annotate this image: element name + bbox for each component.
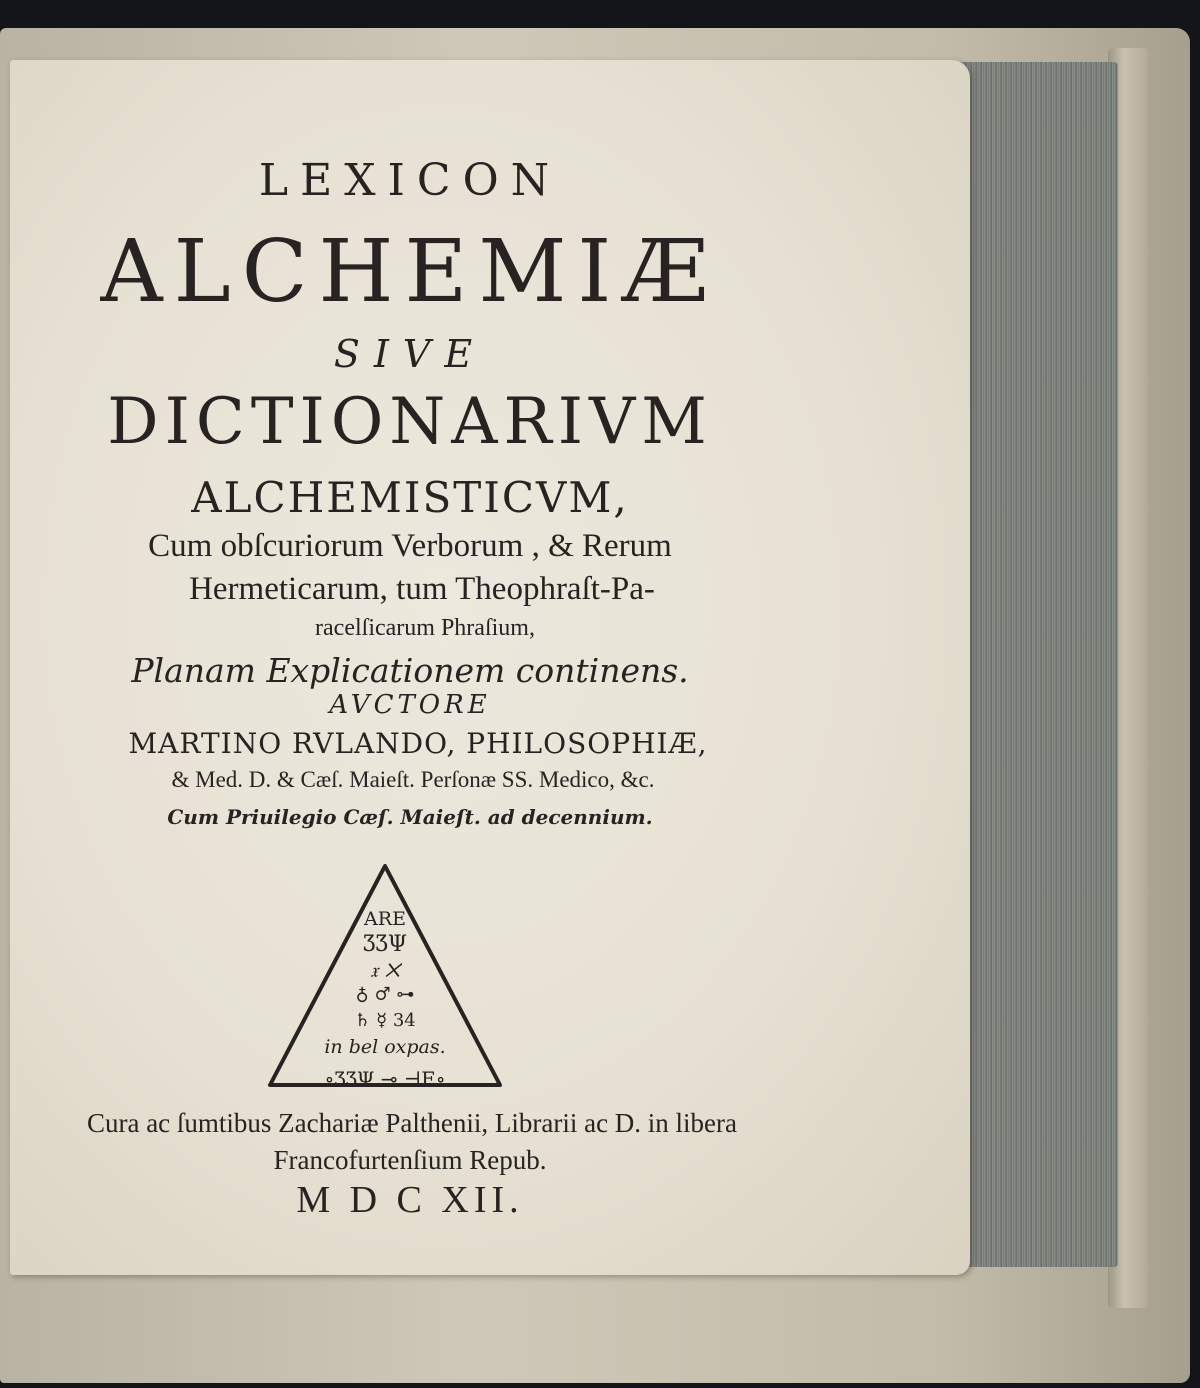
- imprint-line-1: Cura ac ſumtibus Zachariæ Palthenii, Librarii ac D. in libera: [86, 1108, 738, 1138]
- title-page: [10, 60, 970, 1275]
- title-line-4: DICTIONARIVM: [107, 385, 713, 459]
- author-name: MARTINO RVLANDO, PHILOSOPHIÆ,: [128, 727, 708, 760]
- subtitle-line-3: racelſicarum Phraſium,: [315, 615, 535, 641]
- emblem-row-1: ARE: [364, 908, 406, 930]
- emblem-row-7: ∘ƷƷΨ ⊸ ⊣E∘: [324, 1067, 446, 1091]
- title-line-2: ALCHEMIÆ: [100, 222, 720, 322]
- title-line-5: ALCHEMISTICVM,: [191, 473, 629, 522]
- title-line-1: LEXICON: [258, 155, 562, 206]
- imprint-year: M D C XII.: [296, 1179, 524, 1221]
- subtitle-line-4: Planam Explicationem continens.: [131, 651, 689, 690]
- emblem-row-4: ♁ ♂ ⊶: [355, 984, 415, 1005]
- emblem-row-5: ♄ ☿ 34: [354, 1010, 416, 1031]
- imprint-line-2: Francofurtenſium Repub.: [273, 1145, 547, 1175]
- privilege-line: Cum Priuilegio Cæſ. Maieſt. ad decennium.: [167, 805, 653, 829]
- title-line-3: SIVE: [333, 332, 487, 376]
- author-titles: & Med. D. & Cæſ. Maieſt. Perſonæ SS. Medico, &c.: [171, 767, 655, 792]
- subtitle-line-2: Hermeticarum, tum Theophraſt-Pa-: [189, 571, 655, 607]
- subtitle-line-1: Cum obſcuriorum Verborum , & Rerum: [148, 528, 672, 564]
- emblem-row-6: in bel oxpas.: [324, 1036, 446, 1058]
- author-heading: AVCTORE: [329, 690, 491, 720]
- alchemical-triangle-emblem: [260, 860, 510, 1095]
- page-fore-edge: [948, 62, 1118, 1267]
- emblem-row-2: ƷƷΨ: [362, 932, 408, 957]
- emblem-row-3: 𝔵 ✕: [370, 958, 400, 982]
